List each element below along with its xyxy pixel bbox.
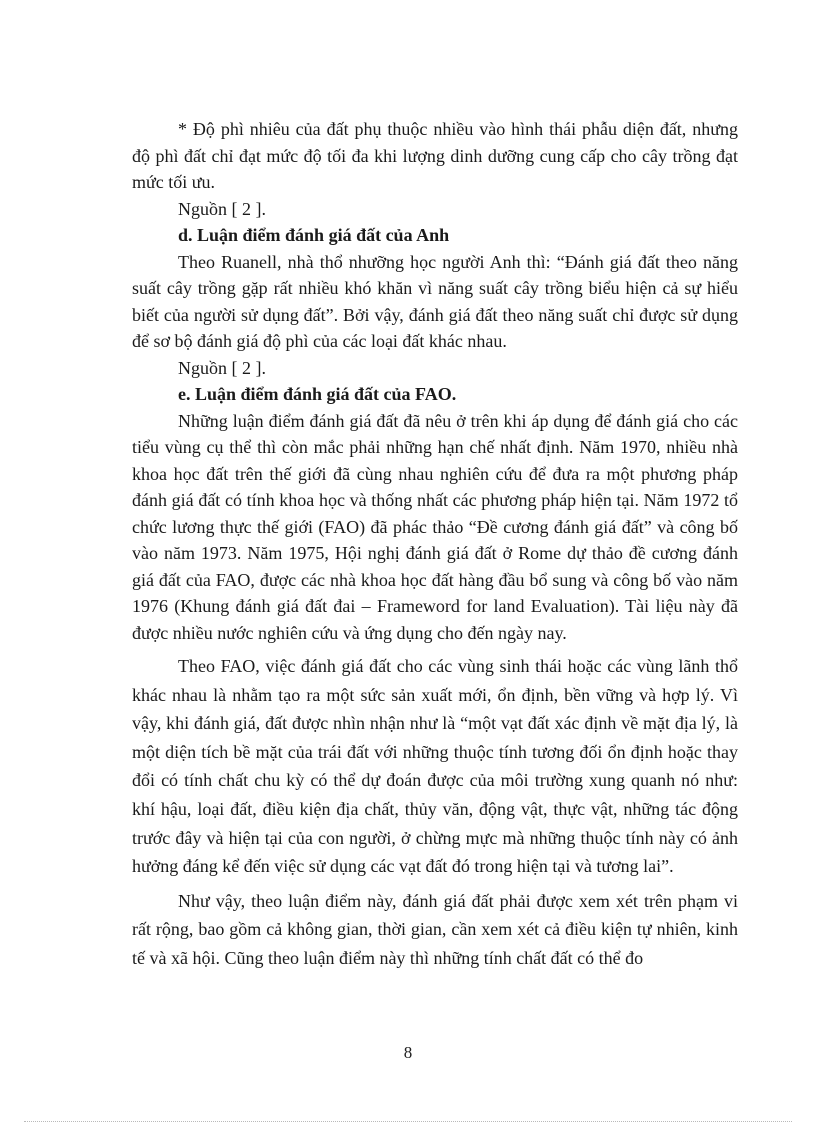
paragraph-soil-fertility: * Độ phì nhiêu của đất phụ thuộc nhiều vào hình thái phẫu diện đất, nhưng độ phì đất chỉ đạt mức độ tối đa khi lượng dinh dưỡng cung cấp cho cây trồng đạt mức tối ưu. [132, 119, 738, 192]
paragraph-source-citation: Nguồn [ 2 ]. [178, 198, 266, 219]
page-bottom-divider [24, 1121, 792, 1122]
document-body [132, 116, 738, 973]
paragraph-source-citation: Nguồn [ 2 ]. [178, 357, 266, 378]
paragraph-fao-history: Những luận điểm đánh giá đất đã nêu ở trên khi áp dụng để đánh giá cho các tiểu vùng cụ thể thì còn mắc phải những hạn chế nhất định. Năm 1970, nhiều nhà khoa học đất trên thế giới đã cùng nhau nghiên cứu để đưa ra một phương pháp đánh giá đất có tính khoa học và thống nhất các phương pháp hiện tại. Năm 1972 tổ chức lương thực thế giới (FAO) đã phác thảo “Đề cương đánh giá đất” và công bố vào năm 1973. Năm 1975, Hội nghị đánh giá đất ở Rome dự thảo đề cương đánh giá đất của FAO, được các nhà khoa học đất hàng đầu bổ sung và công bố vào năm 1976 (Khung đánh giá đất đai – Frameword for land Evaluation). Tài liệu này đã được nhiều nước nghiên cứu và ứng dụng cho đến ngày nay. [132, 410, 738, 643]
paragraph-ruanell: Theo Ruanell, nhà thổ nhưỡng học người Anh thì: “Đánh giá đất theo năng suất cây trồng gặp rất nhiều khó khăn vì năng suất cây trồng biểu hiện cả sự hiểu biết của người sử dụng đất”. Bởi vậy, đánh giá đất theo năng suất chỉ được sử dụng để sơ bộ đánh giá độ phì của các loại đất khác nhau. [132, 251, 738, 351]
section-heading-d: d. Luận điểm đánh giá đất của Anh [178, 225, 450, 245]
page-number: 8 [403, 1043, 413, 1062]
section-heading-e: e. Luận điểm đánh giá đất của FAO. [178, 384, 457, 404]
paragraph-fao-definition: Theo FAO, việc đánh giá đất cho các vùng sinh thái hoặc các vùng lãnh thổ khác nhau là nhằm tạo ra một sức sản xuất mới, ổn định, bền vững và hợp lý. Vì vậy, khi đánh giá, đất được nhìn nhận như là “một vạt đất xác định về mặt địa lý, là một diện tích bề mặt của trái đất với những thuộc tính tương đối ổn định hoặc thay đổi có tính chất chu kỳ có thể dự đoán được của môi trường xung quanh nó như: khí hậu, loại đất, điều kiện địa chất, thủy văn, động vật, thực vật, những tác động trước đây và hiện tại của con người, ở chừng mực mà những thuộc tính này có ảnh hưởng đáng kể đến việc sử dụng các vạt đất đó trong hiện tại và tương lai”. [132, 656, 738, 877]
paragraph-conclusion: Như vậy, theo luận điểm này, đánh giá đất phải được xem xét trên phạm vi rất rộng, bao gồm cả không gian, thời gian, cần xem xét cả điều kiện tự nhiên, kinh tế và xã hội. Cũng theo luận điểm này thì những tính chất đất có thể đo [132, 890, 738, 968]
